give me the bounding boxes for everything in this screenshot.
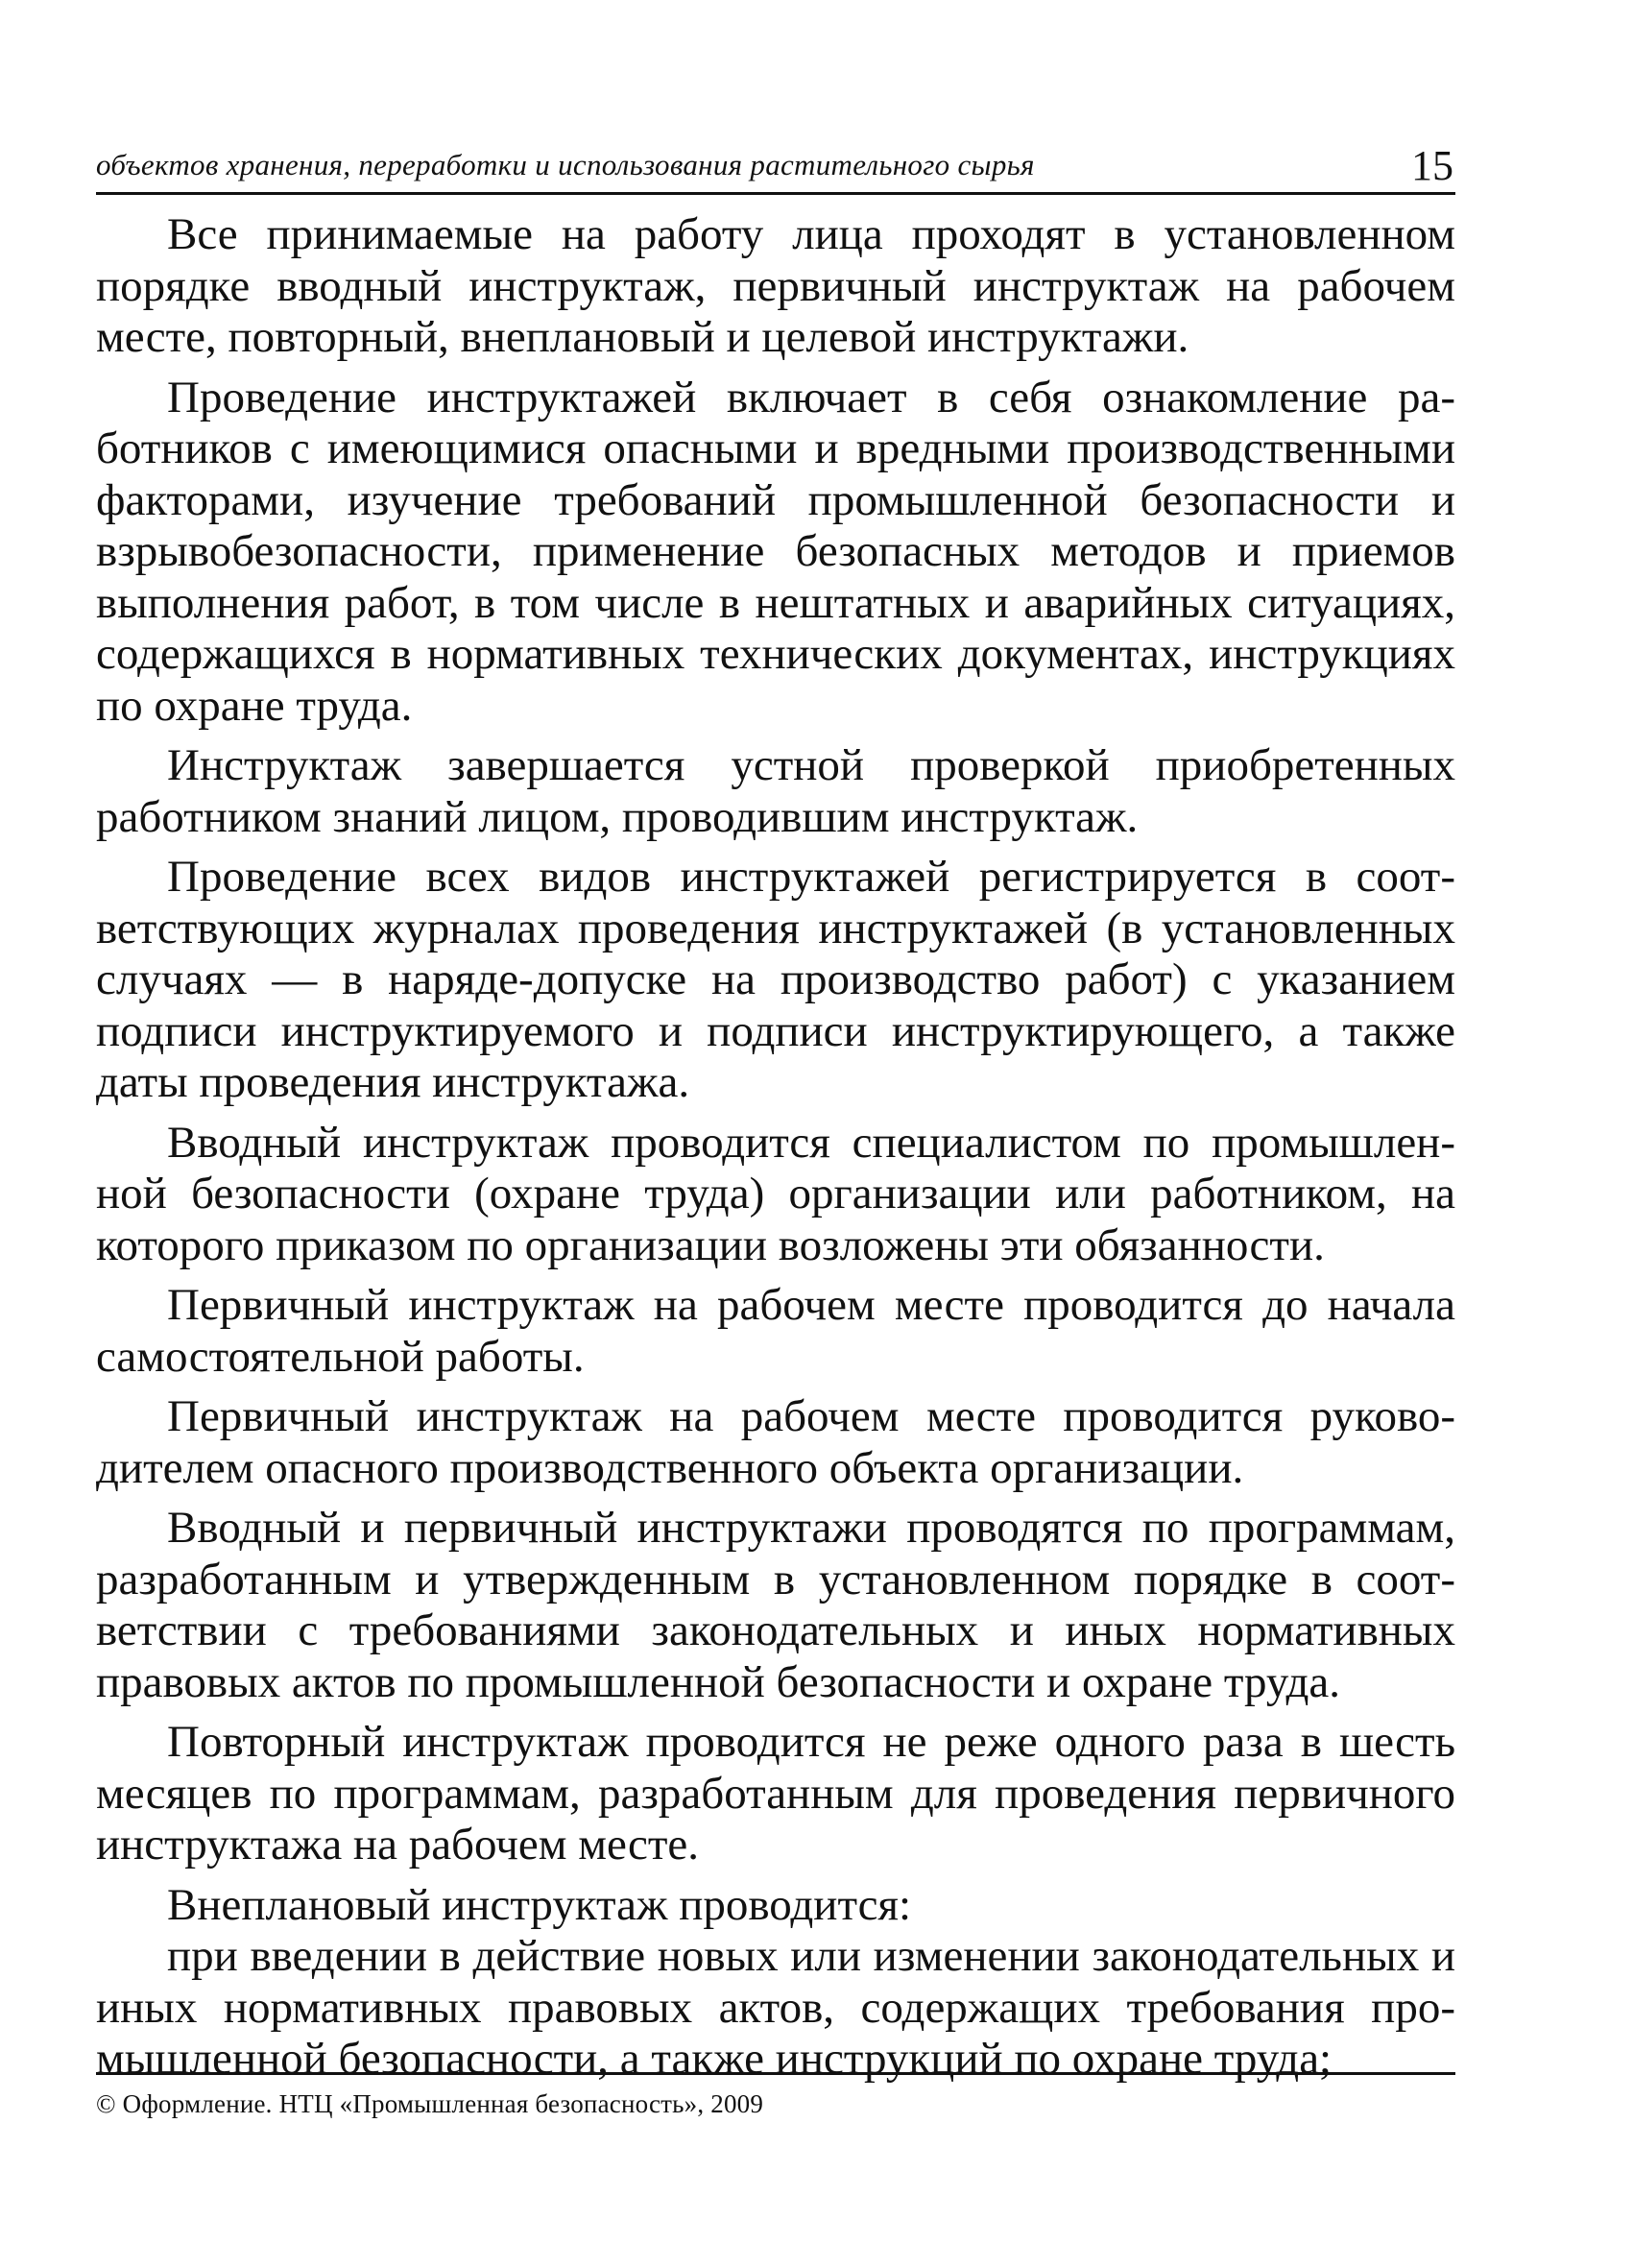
running-header [96,142,1455,195]
paragraph: Вводный и первичный инструктажи проводятся по программам, разработанным и утвержденным в установленном порядке в соответствии с требованиями законодательных и иных нормативных правовых актов по промышленной безопасности и охране труда. [96,1503,1455,1707]
paragraph: Инструктаж завершается устной проверкой приобретенных работником знаний лицом, проводившим инструктаж. [96,740,1455,842]
footer-divider [96,2072,1455,2075]
copyright-footer: © Оформление. НТЦ «Промышленная безопасность», 2009 [96,2089,764,2118]
paragraph: Все принимаемые на работу лица проходят в установленном порядке вводный инструктаж, первичный инструктаж на рабочем месте, повторный, внеплановый и целевой инструктажи. [96,209,1455,362]
paragraph: Проведение всех видов инструктажей регистрируется в соответствующих журналах проведения инструктажей (в установленных случаях — в наряде-допуске на производство работ) с указанием подписи инструктируемого и подписи инструктирующего, а также даты проведения инструктажа. [96,852,1455,1107]
paragraph: Первичный инструктаж на рабочем месте проводится до начала самостоятельной работы. [96,1280,1455,1382]
body-text [96,209,1455,2086]
paragraph: Вводный инструктаж проводится специалистом по промышленной безопасности (охране труда) организации или работником, на которого приказом по организации возложены эти обязанности. [96,1117,1455,1270]
running-title: объектов хранения, переработки и использования растительного сырья [96,148,1035,181]
page-number: 15 [1411,142,1453,189]
paragraph-list-intro: Внеплановый инструктаж проводится: [167,1879,912,1930]
paragraph: Первичный инструктаж на рабочем месте проводится руководителем опасного производственного объекта организации. [96,1391,1455,1493]
paragraph: Проведение инструктажей включает в себя ознакомление работников с имеющимися опасными и вредными производственными факторами, изучение требований промышленной безопасности и взрывобезопасности, применение безопасных методов и приемов выполнения работ, в том числе в нештатных и аварийных ситуациях, содержащихся в нормативных технических документах, инструкциях по охране труда. [96,372,1455,731]
paragraph-list-item: при введении в действие новых или изменении законодательных и иных нормативных правовых актов, содержащих требования промышленной безопасности, а также инструкций по охране труда; [96,1931,1455,2084]
paragraph: Повторный инструктаж проводится не реже одного раза в шесть месяцев по программам, разработанным для проведения первичного инструктажа на рабочем месте. [96,1717,1455,1870]
